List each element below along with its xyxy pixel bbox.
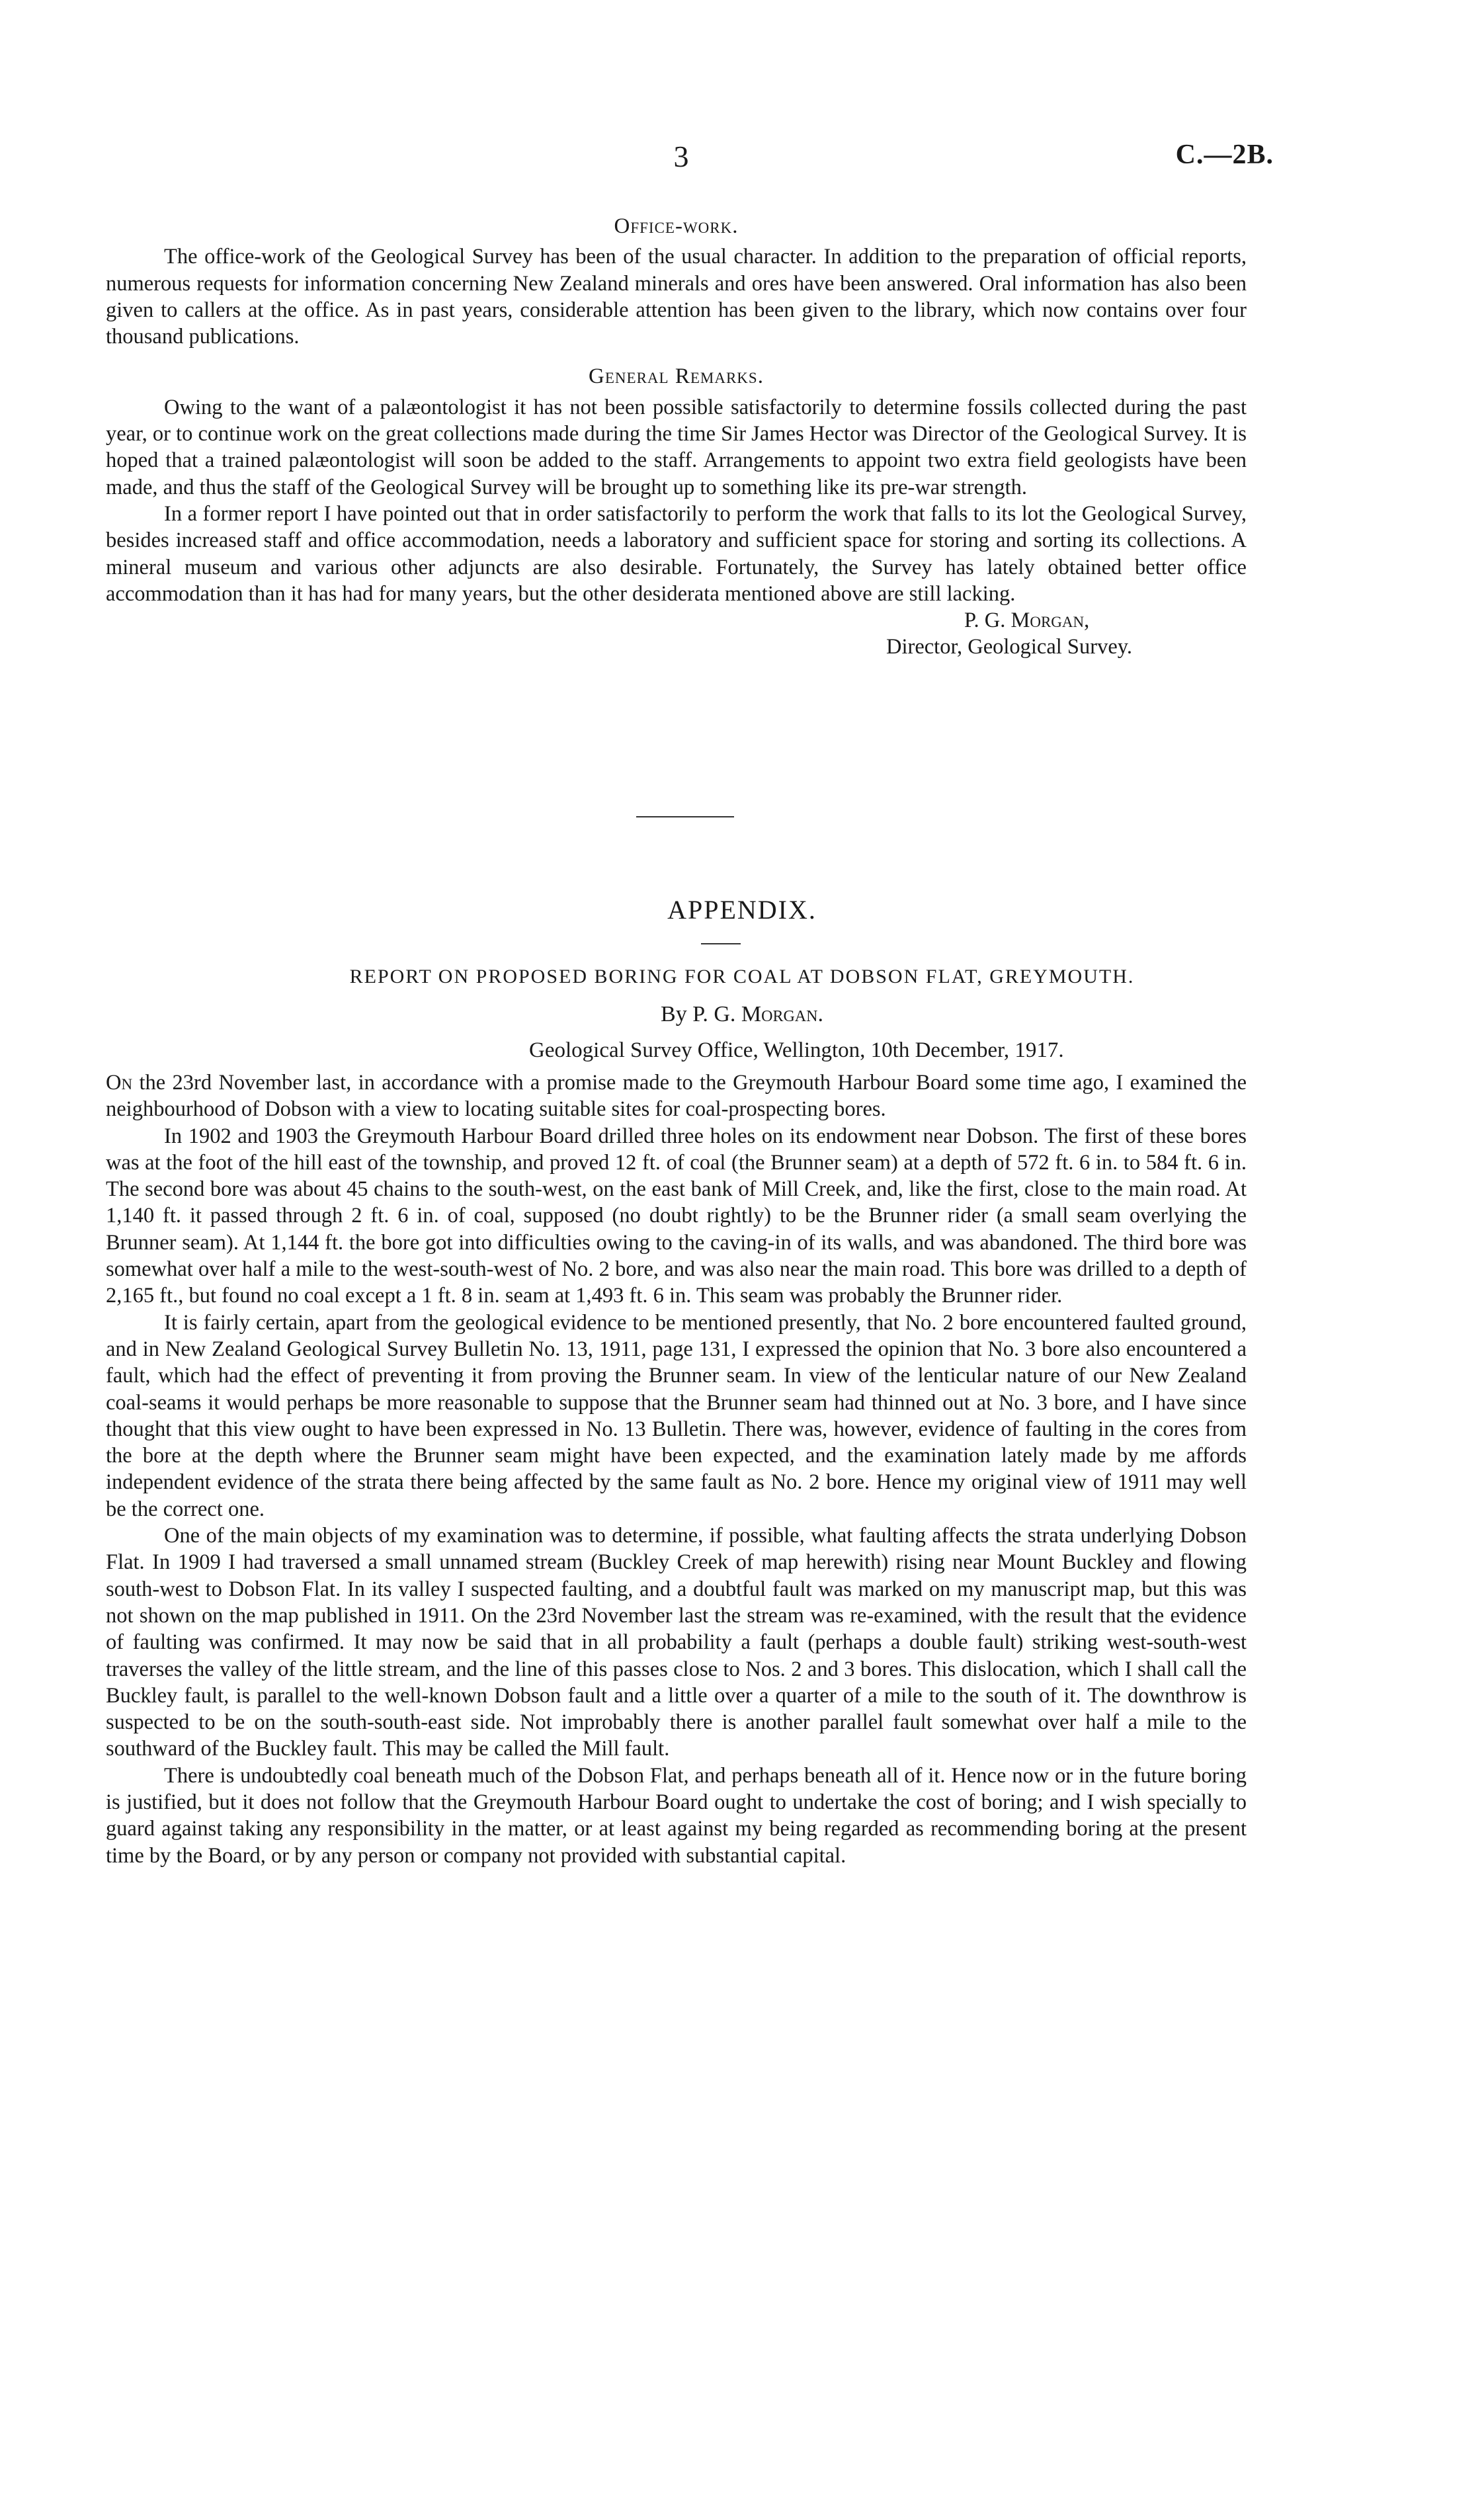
signature-name: P. G. Morgan,: [964, 608, 1090, 633]
appendix-title-rule: [701, 943, 741, 944]
upper-text-column: [106, 213, 1247, 661]
author-name: P. G. Morgan.: [692, 1002, 823, 1026]
general-remarks-paragraph: In a former report I have pointed out that in order satisfactorily to perform the work that falls to its lot the Geological Survey, besides increased staff and office accommodation, needs a laboratory and sufficient space for storing and sorting its collections. A mineral museum and various other adjuncts are also desirable. Fortunately, the Survey has lately obtained better office accommodation than it has had for many years, but the other desiderata mentioned above are still lacking.: [106, 501, 1247, 606]
appendix-paragraph: [106, 1069, 1247, 1123]
signature-block: [886, 607, 1247, 661]
document-code: C.—2B.: [1175, 140, 1274, 170]
page-number: 3: [673, 140, 689, 173]
office-work-paragraph: The office-work of the Geological Survey has been of the usual character. In addition to the preparation of official reports, numerous requests for information concerning New Zealand minerals and ores have been answered. Oral information has also been given to callers at the office. As in past years, considerable attention has been given to the library, which now contains over four thousand publications.: [106, 245, 1247, 349]
appendix-paragraph: In 1902 and 1903 the Greymouth Harbour Board drilled three holes on its endowment near Dobson. The first of these bores was at the foot of the hill east of the township, and proved 12 ft. of coal (the Brunner seam) at a depth of 572 ft. 6 in. to 584 ft. 6 in. The second bore was about 45 chains to the south-west, on the east bank of Mill Creek, and, like the first, close to the main road. At 1,140 ft. it passed through 2 ft. 6 in. of coal, supposed (no doubt rightly) to be the Brunner rider (a small seam overlying the Brunner seam). At 1,144 ft. the bore got into difficulties owing to the caving-in of its walls, and was abandoned. The third bore was somewhat over half a mile to the west-south-west of No. 2 bore, and was also near the main road. This bore was drilled to a depth of 2,165 ft., but found no coal except a 1 ft. 8 in. seam at 1,493 ft. 6 in. This seam was probably the Brunner rider.: [106, 1124, 1247, 1308]
appendix-title: APPENDIX.: [667, 895, 817, 925]
report-title: REPORT ON PROPOSED BORING FOR COAL AT DOBSON FLAT, GREYMOUTH.: [349, 966, 1135, 987]
report-author: [0, 1002, 1484, 1027]
section-divider: [636, 816, 734, 817]
report-dateline: Geological Survey Office, Wellington, 10th December, 1917.: [529, 1038, 1064, 1062]
office-work-heading: Office-work.: [614, 214, 739, 238]
first-word: On: [106, 1071, 133, 1095]
appendix-paragraph: There is undoubtedly coal beneath much of the Dobson Flat, and perhaps beneath all of it. Hence now or in the future boring is justified, but it does not follow that the Greymouth Harbour Board ought to undertake the cost of boring; and I wish specially to guard against taking any responsibility in the matter, or at least against my being regarded as recommending boring at the present time by the Board, or by any person or company not provided with substantial capital.: [106, 1763, 1247, 1868]
appendix-paragraph-text: the 23rd November last, in accordance with a promise made to the Greymouth Harbour Board some time ago, I examined the neighbourhood of Dobson with a view to locating suitable sites for coal-prospecting bores.: [106, 1071, 1247, 1122]
general-remarks-heading: General Remarks.: [589, 364, 764, 389]
signature-title: Director, Geological Survey.: [886, 635, 1133, 659]
general-remarks-paragraph: Owing to the want of a palæontologist it has not been possible satisfactorily to determine fossils collected during the past year, or to continue work on the great collections made during the time Sir James Hector was Director of the Geological Survey. It is hoped that a trained palæontologist will soon be added to the staff. Arrangements to appoint two extra field geologists have been made, and thus the staff of the Geological Survey will be brought up to something like its pre-war strength.: [106, 395, 1247, 499]
appendix-paragraph: It is fairly certain, apart from the geological evidence to be mentioned presently, that No. 2 bore encountered faulted ground, and in New Zealand Geological Survey Bulletin No. 13, 1911, page 131, I expressed the opinion that No. 3 bore also encountered a fault, which had the effect of preventing it from proving the Brunner seam. In view of the lenticular nature of our New Zealand coal-seams it would perhaps be more reasonable to suppose that the Brunner seam had thinned out at No. 3 bore, and I have since thought that this view ought to have been expressed in No. 13 Bulletin. There was, however, evidence of faulting in the cores from the bore at the depth where the Brunner seam might have been expected, and the examination lately made by me affords independent evidence of the strata there being affected by the same fault as No. 2 bore. Hence my original view of 1911 may well be the correct one.: [106, 1310, 1247, 1521]
appendix-text-column: [106, 1069, 1247, 1869]
appendix-paragraph: One of the main objects of my examination was to determine, if possible, what faulting affects the strata underlying Dobson Flat. In 1909 I had traversed a small unnamed stream (Buckley Creek of map herewith) rising near Mount Buckley and flowing south-west to Dobson Flat. In its valley I suspected faulting, and a doubtful fault was marked on my manuscript map, but this was not shown on the map published in 1911. On the 23rd November last the stream was re-examined, with the result that the evidence of faulting was confirmed. It may now be said that in all probability a fault (perhaps a double fault) striking west-south-west traverses the valley of the little stream, and the line of this passes close to Nos. 2 and 3 bores. This dislocation, which I shall call the Buckley fault, is parallel to the well-known Dobson fault and a little over a quarter of a mile to the south of it. The downthrow is suspected to be on the south-south-east side. Not improbably there is another parallel fault somewhat over half a mile to the southward of the Buckley fault. This may be called the Mill fault.: [106, 1524, 1247, 1761]
author-prefix: By: [661, 1002, 687, 1026]
